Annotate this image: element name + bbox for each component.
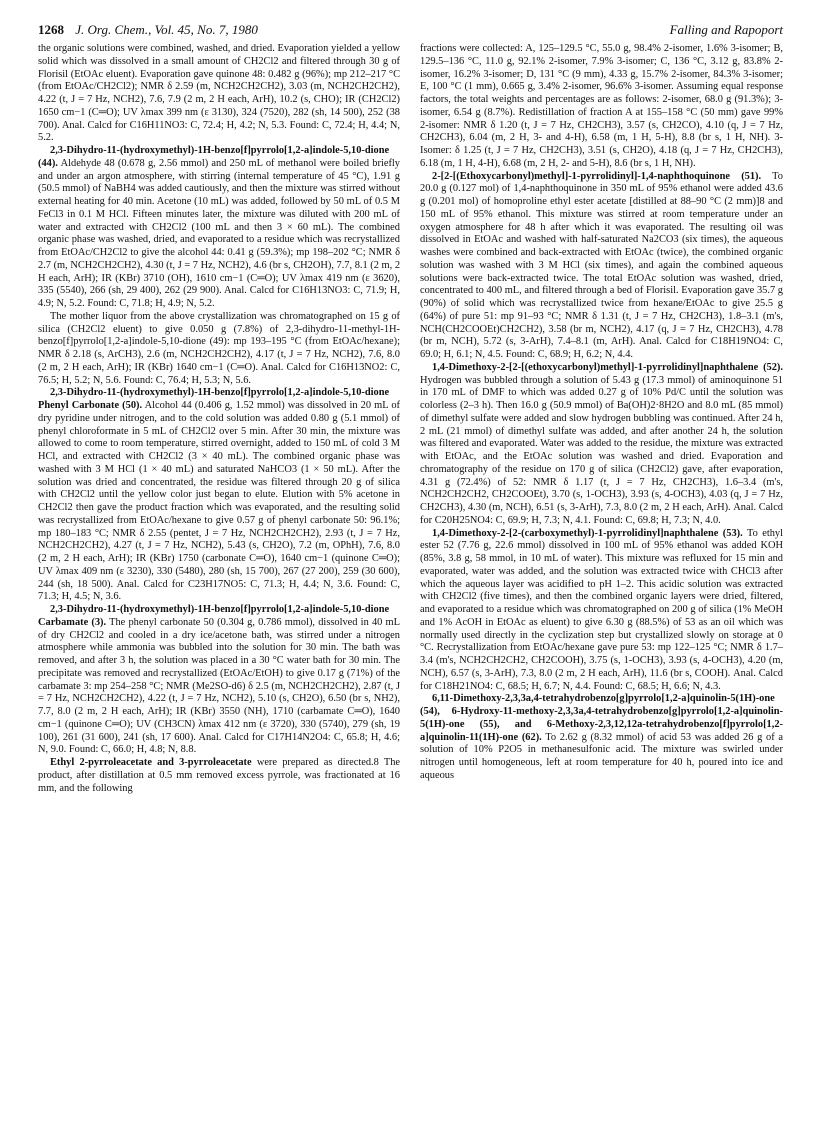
paragraph (38, 604, 400, 757)
paragraph-text: The mother liquor from the above crystallization was chromatographed on 15 g of silica (CH2Cl2 eluent) to give 0.050 g (7.8%) of 2,3-dihydro-11-methyl-1H-benzo[f]pyrrolo[1,2-a]indole-5,10-dione (49): mp 193–195 °C (from EtOAc/hexane); NMR δ 2.18 (s, ArCH3), 2.6 (m, NCH2CH2CH2), 4.17 (t, J = 7 Hz, NCH2), 7.6, 8.0 (2 m, 2 H each, ArH); IR (KBr) 1640 cm−1 (C═O). Anal. Calcd for C16H13NO2: C, 76.5; H, 5.2; N, 5.6. Found: C, 76.4; H, 5.3; N, 5.6. (38, 310, 400, 386)
paragraph-heading: 2,3-Dihydro-11-(hydroxymethyl)-1H-benzo[f]pyrrolo[1,2-a]indole-5,10-dione Carbamate (3). (38, 604, 390, 628)
paragraph (38, 311, 400, 388)
paragraph-text: fractions were collected: A, 125–129.5 °C, 55.0 g, 98.4% 2-isomer, 1.6% 3-isomer; B, 129.5–136 °C, 11.0 g, 92.1% 2-isomer, 7.9% 3-isomer; C, 136 °C, 3.12 g, 83.8% 2-isomer, 16.2% 3-isomer; D, 131 °C (9 mm), 4.33 g, 15.7% 2-isomer, 84.3% 3-isomer; E, 100 °C (1 mm), 0.665 g, 3.4% 2-isomer, 96.6% 3-isomer. Assuming equal response factors, the total weights and percentages are as follows: 2-isomer, 68.0 g (91.3%); 3-isomer, 6.54 g (8.7%). Redistillation of fraction A at 155–158 °C (50 mm) gave 99% 2-isomer: NMR δ 1.20 (t, J = 7 Hz, CH2CH3), 3.57 (s, CH2CO), 4.10 (q, J = 7 Hz, CH2CH3), 6.04 (m, 2 H, 3- and 4-H), 6.58 (m, 1 H, 5-H), 8.8 (br s, 1 H, NH). 3-Isomer: δ 1.25 (t, J = 7 Hz, CH2CH3), 3.51 (s, CH2O), 4.18 (q, J = 7 Hz, CH2CH3), 6.18 (m, 1 H, 4-H), 6.68 (m, 2 H, 2- and 5-H), 8.6 (br s, 1 H, NH). (420, 43, 783, 169)
paragraph (38, 145, 400, 311)
paragraph-text: Alcohol 44 (0.406 g, 1.52 mmol) was dissolved in 20 mL of dry pyridine under nitrogen, and to the cold solution was added 0.80 g (5.1 mmol) of phenyl chloroformate in 5 mL of CH2Cl2 over 5 min. After 30 min, the mixture was allowed to come to room temperature, stirred overnight, added to 150 mL of cold 3 M HCl, and extracted with CH2Cl2 (3 × 40 mL). The combined organic phase was washed with 3 M HCl (1 × 40 mL) and saturated NaHCO3 (1 × 50 mL). After the solution was dried and concentrated, the residue was filtered through 20 g of silica with CH2Cl2 until the yellow color just began to elute. Elution with 5% acetone in CH2Cl2 then gave the product fraction which was evaporated, and the resulting solid was recrystallized from EtOAc/hexane to give 0.57 g of phenyl carbonate 50: 96.1%; mp 180–183 °C; NMR δ 2.55 (pentet, J = 7 Hz, NCH2CH2CH2), 2.93 (t, J = 7 Hz, NCH2CH2CH2), 4.27 (t, J = 7 Hz, NCH2), 5.43 (s, CH2O), 7.2 (m, OPhH), 7.6, 8.0 (2 m, 2 H each, ArH); IR (KBr) 1750 (carbonate C═O), 1640 cm−1 (quinone C═O); UV λmax 409 nm (ε 3230), 330 (5480), 280 (sh, 15 700), 267 (27 200), 259 (30 600), 244 (sh, 18 500). Anal. Calcd for C23H17NO5: C, 71.3; H, 4.4; N, 3.6. Found: C, 71.3; H, 4.5; N, 3.6. (38, 400, 400, 603)
paragraph-text: To 2.62 g (8.32 mmol) of acid 53 was added 26 g of a solution of 10% P2O5 in methanesulfonic acid. The mixture was swirled under nitrogen until homogeneous, left at room temperature for 40 h, poured into ice and aqueous (420, 731, 783, 781)
paragraph-text: Hydrogen was bubbled through a solution of 5.43 g (17.3 mmol) of aminoquinone 51 in 170 mL of DMF to which was added 0.27 g of 10% Pd/C until the solution was colorless (2–3 h). Then 16.0 g (50.9 mmol) of Ba(OH)2·8H2O and 8.0 mL (85 mmol) of dimethyl sulfate were added and slow hydrogen bubbling was continued. After 24 h, 2 mL (21 mmol) of dimethyl sulfate was added, and after another 24 h, the solution was filtered and evaporated. Water was added to the residue, the mixture was extracted with EtOAc, and the EtOAc solution was washed and dried. Evaporation and chromatography of the residue on 170 g of silica (CH2Cl2) gave, after evaporation, 4.31 g (72.4%) of 52: NMR δ 1.17 (t, J = 7 Hz, CH2CH3), 1.6–3.4 (m's, NCH2CH2CH2, CH2COOEt), 3.70 (s, 1-OCH3), 3.93 (s, 4-OCH3), 4.03 (q, J = 7 Hz, CH2CH3), 4.30 (m, NCH), 6.51 (s, 3-ArH), 7.3, 8.0 (2 m, 2 H each, ArH). Anal. Calcd for C20H25NO4: C, 69.9; H, 7.3; N, 4.1. Found: C, 69.8; H, 7.3; N, 4.0. (420, 374, 783, 526)
header-left (38, 22, 258, 38)
paragraph (420, 528, 783, 694)
journal-citation: J. Org. Chem., Vol. 45, No. 7, 1980 (75, 22, 258, 37)
paragraph-heading: 2,3-Dihydro-11-(hydroxymethyl)-1H-benzo[f]pyrrolo[1,2-a]indole-5,10-dione Phenyl Carbonate (50). (38, 387, 390, 411)
paragraph-heading: 2-[2-[(Ethoxycarbonyl)methyl]-1-pyrrolidinyl]-1,4-naphthoquinone (51). (432, 170, 762, 182)
paragraph (38, 387, 400, 604)
paragraph-heading: 1,4-Dimethoxy-2-[2-[(ethoxycarbonyl)methyl]-1-pyrrolidinyl]naphthalene (52). (432, 361, 783, 373)
paragraph (420, 693, 783, 782)
paragraph-heading: 2,3-Dihydro-11-(hydroxymethyl)-1H-benzo[f]pyrrolo[1,2-a]indole-5,10-dione (44). (38, 145, 390, 169)
paragraph-text: Aldehyde 48 (0.678 g, 2.56 mmol) and 250 mL of methanol were boiled briefly and under an argon atmosphere, with stirring (internal temperature of 45 °C), 1.91 g (50.5 mmol) of NaBH4 was added cautiously, and then the mixture was stirred without external heating for 40 min. Acetone (10 mL) was added, followed by 50 mL of 0.5 M FeCl3 in 0.1 M HCl. Fifteen minutes later, the mixture was diluted with 200 mL of water and extracted with CH2Cl2 (100 mL and then 3 × 60 mL). The combined organic phase was washed, dried, and evaporated to a residue which was recrystallized from EtOAc/CH2Cl2 to give the alcohol 44: 0.41 g (59.3%); mp 198–202 °C; NMR δ 2.7 (m, NCH2CH2CH2), 4.30 (t, J = 7 Hz, NCH2), 4.6 (br s, CH2OH), 7.7, 8.1 (2 m, 2 H each, ArH); IR (KBr) 3710 (OH), 1610 cm−1 (C═O); UV λmax 419 nm (ε 3620), 335 (5540), 266 (sh, 29 400), 262 (29 900). Anal. Calcd for C16H13NO3: C, 71.9; H, 4.9; N, 5.2. Found: C, 71.8; H, 4.9; N, 5.2. (38, 157, 401, 309)
paragraph-heading: 6,11-Dimethoxy-2,3,3a,4-tetrahydrobenzo[g]pyrrolo[1,2-a]quinolin-5(1H)-one (54), 6-Hydroxy-11-methoxy-2,3,3a,4-tetrahydrobenzo[g]pyrrolo[1,2-a]quinolin-5(1H)-one (55), and 6-Methoxy-2,3,12,12a-tetrahydrobenzo[f]pyrrolo[1,2-a]quinolin-11(1H)-one (62). (420, 693, 783, 743)
paragraph-text: The phenyl carbonate 50 (0.304 g, 0.786 mmol), dissolved in 40 mL of dry CH2Cl2 and cooled in a dry ice/acetone bath, was stirred under a nitrogen atmosphere while ammonia was bubbled into the solution for 30 min. The bath was removed, and after 3 h, the solution was placed in a 30 °C water bath for 30 min. The precipitate was removed and recrystallized (EtOAc/EtOH) to give 0.17 g (71%) of the carbamate 3: mp 254–258 °C; NMR (Me2SO-d6) δ 2.5 (m, NCH2CH2CH2), 2.87 (t, J = 7 Hz, NCH2CH2CH2), 4.22 (t, J = 7 Hz, NCH2), 5.10 (s, CH2O), 6.50 (br s, NH2), 7.7, 8.0 (2 m, 2 H each, ArH); IR (KBr) 3550 (NH), 1710 (carbamate C═O), 1640 cm−1 (quinone C═O); UV (CH3CN) λmax 412 nm (ε 3720), 330 (5740), 279 (sh, 19 100), 261 (31 600), 241 (sh, 17 600). Anal. Calcd for C17H14N2O4: C, 65.8; H, 4.6; N, 9.0. Found: C, 66.0; H, 4.8; N, 8.8. (38, 616, 400, 756)
right-column (420, 43, 783, 783)
paragraph-text: were prepared as directed.8 The product, after distillation at 0.5 mm removed excess pyrrole, was fractionated at 16 mm, and the following (38, 757, 400, 794)
paragraph (420, 43, 783, 171)
paragraph (38, 757, 400, 795)
paragraph-text: the organic solutions were combined, washed, and dried. Evaporation yielded a yellow solid which was dissolved in a small amount of CH2Cl2 and filtered through 30 g of Florisil (EtOAc eluent). Evaporation gave quinone 48: 0.482 g (96%); mp 212–217 °C (from EtOAc/CH2Cl2); NMR δ 2.59 (m, NCH2CH2CH2), 3.03 (m, NCH2CH2CH2), 4.22 (t, J = 7 Hz, NCH2), 7.6, 7.9 (2 m, 2 H each, ArH), 10.2 (s, CHO); IR (CH2Cl2) 1650 cm−1 (C═O); UV λmax 399 nm (ε 3130), 324 (7520), 282 (sh, 14 500), 252 (38 700). Anal. Calcd for C16H11NO3: C, 72.4; H, 4.2; N, 5.3. Found: C, 72.4; H, 4.4; N, 5.2. (38, 43, 400, 144)
paragraph-text: To 20.0 g (0.127 mol) of 1,4-naphthoquinone in 350 mL of 95% ethanol were added 43.6 g (0.201 mol) of homoproline ethyl ester acetate [distilled at 88–90 °C (2 mm)]8 and 150 mL of 95% ethanol. This mixture was stirred at room temperature under an oxygen atmosphere for 48 h after which it was evaporated. The resulting oil was dissolved in EtOAc and washed with half-saturated Na2CO3 (six times), the aqueous washes were combined and back-extracted with EtOAc (twice), the combined organic solution was washed with 3 M HCl (six times), and again the combined aqueous solutions were back-extracted twice. The total EtOAc solution was washed, dried, concentrated to 400 mL, and filtered through a bed of Florisil. Evaporation gave 35.7 g (90%) of solid which was recrystallized twice from hexane/EtOAc to give 25.5 g (64%) of pure 51: mp 91–93 °C; NMR δ 1.31 (t, J = 7 Hz, CH2CH3), 1.8–3.1 (m's, NCH(CH2COOEt)CH2CH2), 3.58 (br m, NCH2), 4.17 (q, J = 7 Hz, CH2CH3), 4.78 (br m, NCH), 5.72 (s, 3-ArH), 7.4–8.1 (m, ArH). Anal. Calcd for C18H19NO4: C, 69.0; H, 6.1; N, 4.5. Found: C, 68.9; H, 6.2; N, 4.4. (420, 170, 783, 360)
page-header (38, 22, 783, 40)
paragraph (38, 43, 400, 145)
paragraph (420, 362, 783, 528)
paragraph-heading: Ethyl 2-pyrroleacetate and 3-pyrroleacetate (50, 757, 252, 768)
paragraph-heading: 1,4-Dimethoxy-2-[2-(carboxymethyl)-1-pyrrolidinyl]naphthalene (53). (432, 527, 743, 539)
paragraph-text: To ethyl ester 52 (7.76 g, 22.6 mmol) dissolved in 100 mL of 95% ethanol was added KOH (85%, 3.8 g, 58 mmol, in 10 mL of water). This mixture was refluxed for 15 min and evaporated, water was added, and the solution was extracted twice with CHCl3 after which the aqueous layer was acidified to pH 1–2. This acidic solution was extracted with CH2Cl2 (five times), and then the combined organic layers were dried, filtered, and evaporated to a residue which was chromatographed on 200 g of silica (1% MeOH and 1% AcOH in EtOAc as eluent) to give 6.30 g (88.5%) of 53 as an oil which was normally used directly in the cyclization step but crystallized slowly on storage at 0 °C. Recrystallization from EtOAc/hexane gave pure 53: mp 122–125 °C; NMR δ 1.7–3.4 (m's, NCH2CH2CH2, CH2COOH), 3.75 (s, 1-OCH3), 3.93 (s, 4-OCH3), 4.20 (m, NCH), 6.57 (s, 3-ArH), 7.3, 8.0 (2 m, 2 H each, ArH), 11.6 (br s, COOH). Anal. Calcd for C18H21NO4: C, 68.5; H, 6.7; N, 4.4. Found: C, 68.5; H, 6.6; N, 4.3. (420, 527, 783, 692)
left-column (38, 43, 400, 795)
page-number: 1268 (38, 22, 64, 37)
paragraph (420, 171, 783, 362)
running-authors: Falling and Rapoport (669, 22, 783, 37)
